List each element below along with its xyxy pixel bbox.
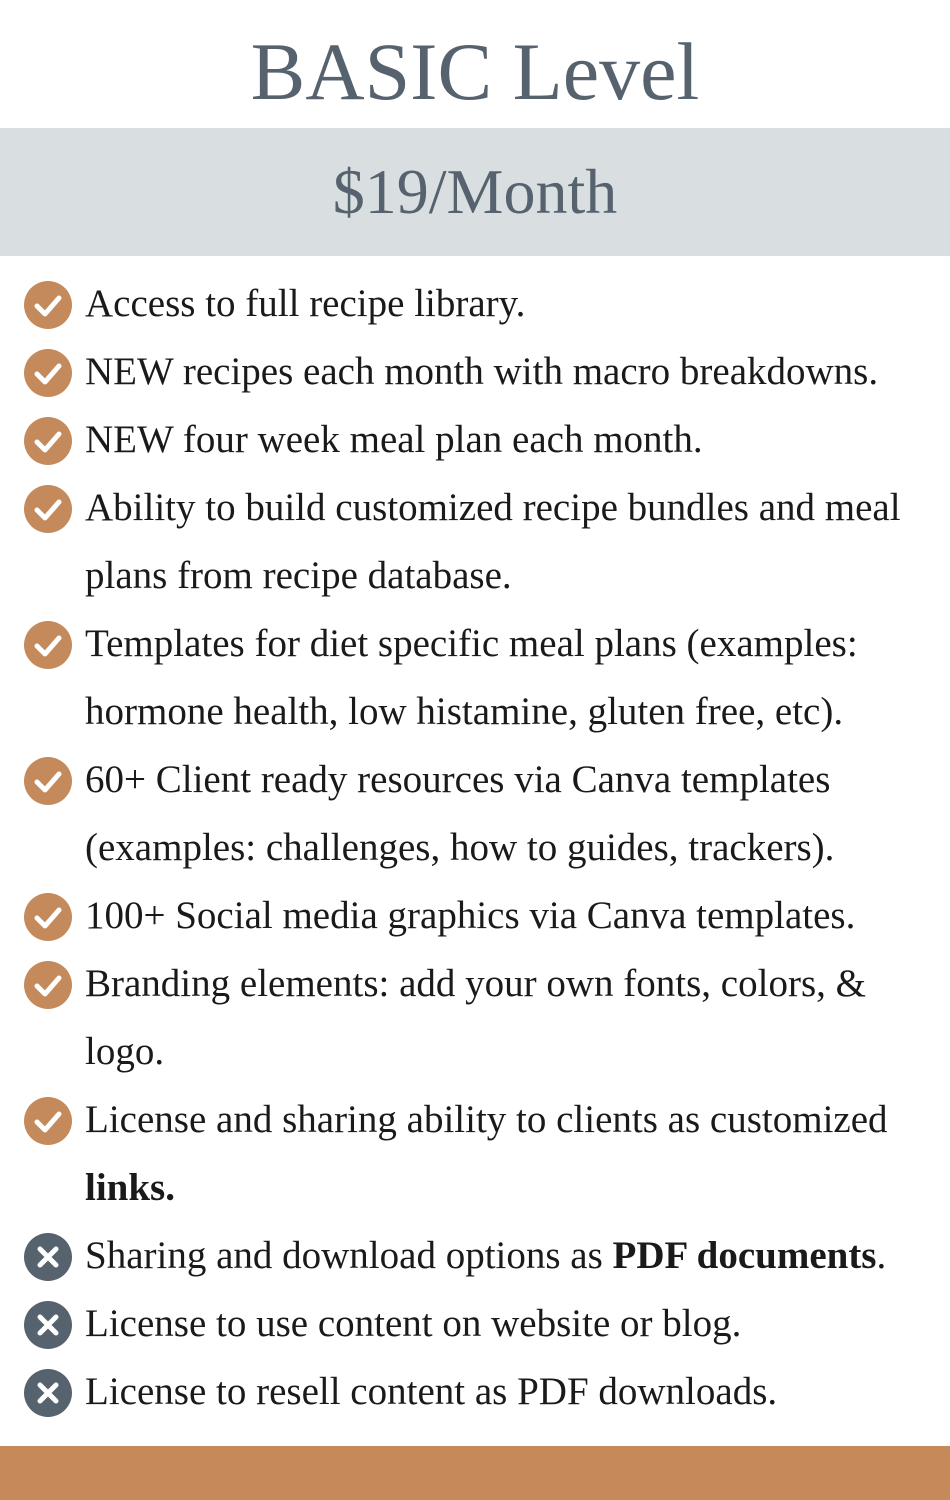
check-icon [24, 417, 72, 465]
price-band [0, 128, 950, 256]
feature-text-bold: PDF documents [612, 1234, 877, 1277]
feature-item [0, 882, 950, 950]
feature-text-bold: links. [85, 1166, 175, 1209]
feature-item [0, 338, 950, 406]
feature-item [0, 746, 950, 882]
feature-text: 60+ Client ready resources via Canva templates (examples: challenges, how to guides, trackers). [85, 758, 835, 869]
check-icon [24, 281, 72, 329]
plan-price: $19/Month [332, 156, 618, 227]
check-icon [24, 893, 72, 941]
feature-text: Branding elements: add your own fonts, colors, & logo. [85, 962, 866, 1073]
feature-item [0, 950, 950, 1086]
cross-icon [24, 1301, 72, 1349]
bottom-accent-bar [0, 1446, 950, 1500]
feature-item [0, 474, 950, 610]
feature-item [0, 610, 950, 746]
feature-text: Ability to build customized recipe bundles and meal plans from recipe database. [85, 486, 901, 597]
check-icon [24, 757, 72, 805]
feature-list [0, 270, 950, 1426]
cross-icon [24, 1369, 72, 1417]
feature-text: NEW recipes each month with macro breakdowns. [85, 350, 879, 393]
feature-item [0, 1358, 950, 1426]
check-icon [24, 349, 72, 397]
check-icon [24, 961, 72, 1009]
feature-item [0, 1222, 950, 1290]
feature-text: 100+ Social media graphics via Canva templates. [85, 894, 856, 937]
plan-title: BASIC Level [250, 26, 700, 117]
feature-item [0, 1086, 950, 1222]
feature-text: License to use content on website or blog. [85, 1302, 742, 1345]
feature-item [0, 270, 950, 338]
feature-text: NEW four week meal plan each month. [85, 418, 703, 461]
feature-text: Access to full recipe library. [85, 282, 526, 325]
feature-item [0, 406, 950, 474]
cross-icon [24, 1233, 72, 1281]
feature-text: License to resell content as PDF downloads. [85, 1370, 778, 1413]
feature-text: Sharing and download options as [85, 1234, 613, 1277]
feature-text-after: . [876, 1234, 887, 1277]
feature-item [0, 1290, 950, 1358]
check-icon [24, 1097, 72, 1145]
check-icon [24, 621, 72, 669]
feature-text: License and sharing ability to clients as customized [85, 1098, 888, 1141]
feature-text: Templates for diet specific meal plans (examples: hormone health, low histamine, gluten free, etc). [85, 622, 858, 733]
check-icon [24, 485, 72, 533]
